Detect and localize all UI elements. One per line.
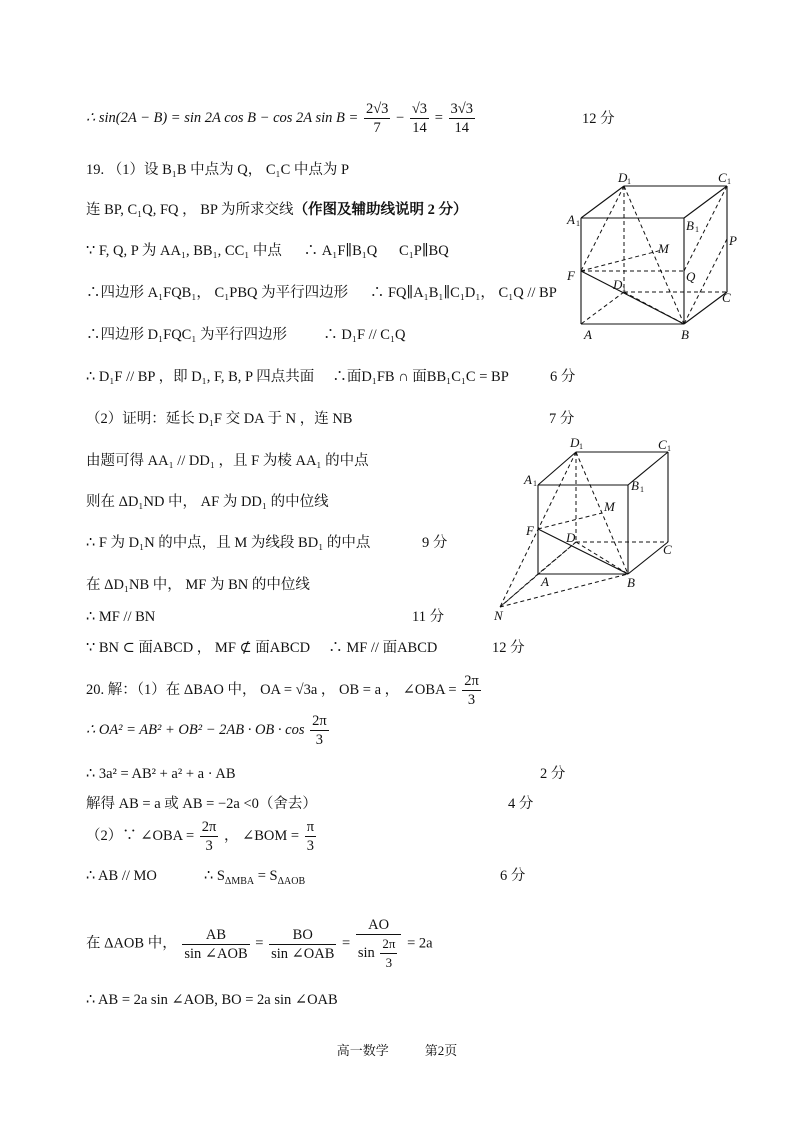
q20-p5: （2）∵ ∠OBA = $\frac{2\pi}{3}$ ， ∠BOM = $\frac{\pi}{3}$ <box>86 819 315 854</box>
fraction-3sqrt3-over-14: $\frac{3√3}{14}$ <box>450 101 473 136</box>
label-A1: A <box>524 472 532 487</box>
label-M: M <box>604 499 615 514</box>
score-6-b: 6 分 <box>500 868 526 884</box>
q19-p2: 连 BP, C₁Q, FQ ， BP 为所求交线（作图及辅助线说明 2 分） <box>86 202 468 218</box>
label-B: B <box>627 575 635 590</box>
q19-p6: ∴ D₁F // BP ，即 D₁, F, B, P 四点共面 ∴面D₁FB ∩ 面BB₁C₁C = BP <box>86 369 509 385</box>
label-A: A <box>541 574 549 589</box>
label-N: N <box>494 608 503 622</box>
label-C: C <box>722 290 731 305</box>
q20-p7: 在 ΔAOB 中， $\frac{AB}{\text{sin ∠AOB}}$ = $\frac{BO}{\text{sin ∠OAB}}$ = AO sin $\frac{2\pi}{3}$ = 2a <box>86 917 433 970</box>
score-12-b: 12 分 <box>492 640 525 656</box>
footer-page-number: 第2页 <box>424 1043 458 1058</box>
page-footer <box>0 1040 794 1059</box>
label-Q: Q <box>686 269 696 284</box>
q20-p4: 解得 AB = a 或 AB = −2a <0（舍去） <box>86 796 317 812</box>
label-F: F <box>567 268 575 283</box>
label-F: F <box>526 523 534 538</box>
svg-text:1: 1 <box>533 479 537 488</box>
svg-text:1: 1 <box>640 485 644 494</box>
label-C: C <box>663 542 672 557</box>
label-A: A <box>584 327 592 342</box>
fraction-pi-over-3: $\frac{\pi}{3}$ <box>306 819 315 854</box>
q20-p6: ∴ AB // MO ∴ $S_{\Delta MBA} = S_{\Delta AOB}$ <box>86 868 306 887</box>
score-6: 6 分 <box>550 369 576 385</box>
fraction-2pi-over-3-b: $\frac{2\pi}{3}$ <box>201 819 217 854</box>
fraction-ab-sin-aob: $\frac{AB}{\text{sin ∠AOB}}$ <box>184 926 248 962</box>
score-7: 7 分 <box>549 411 575 427</box>
label-M: M <box>658 241 669 256</box>
label-A1: A <box>567 212 575 227</box>
label-B1: B <box>631 478 639 493</box>
footer-subject: 高一数学 <box>336 1043 389 1058</box>
svg-text:1: 1 <box>627 177 631 186</box>
score-2: 2 分 <box>540 766 566 782</box>
fraction-2sqrt3-over-7: $\frac{2√3}{7}$ <box>365 101 389 136</box>
label-B: B <box>681 327 689 342</box>
fraction-2pi-over-3: $\frac{2\pi}{3}$ <box>464 673 479 708</box>
q19-p8: 由题可得 AA₁ // DD₁ ，且 F 为棱 AA₁ 的中点 <box>86 453 369 469</box>
cube-figure-1 <box>562 168 752 348</box>
label-C1: C <box>658 437 667 452</box>
svg-text:1: 1 <box>579 442 583 451</box>
svg-text:1: 1 <box>667 444 671 453</box>
fraction-sqrt3-over-14: $\frac{√3}{14}$ <box>411 101 428 136</box>
q19-p11: 在 ΔD₁NB 中， MF 为 BN 的中位线 <box>86 577 310 593</box>
q19-p5: ∴四边形 D₁FQC₁ 为平行四边形 ∴ D₁F // C₁Q <box>86 327 406 343</box>
score-12: 12 分 <box>582 111 615 127</box>
cube-figure-2 <box>486 432 686 622</box>
label-D: D <box>613 277 623 292</box>
label-D: D <box>566 530 576 545</box>
score-9: 9 分 <box>422 535 448 551</box>
label-C1: C <box>718 170 727 185</box>
sin-expansion-text: ∴ sin(2A − B) = sin 2A cos B − cos 2A sin B = <box>86 109 359 126</box>
svg-text:1: 1 <box>576 219 580 228</box>
q20-p3: ∴ 3a² = AB² + a² + a · AB <box>86 766 236 782</box>
sin-2a-minus-b-line: ∴ sin(2A − B) = sin 2A cos B − cos 2A sin B = $\frac{2√3}{7}$ − $\frac{√3}{14}$ = $\frac{3√3}{14}$ <box>86 101 473 136</box>
fraction-2pi-over-3-cos: $\frac{2\pi}{3}$ <box>312 713 327 748</box>
q19-p9: 则在 ΔD₁ND 中， AF 为 DD₁ 的中位线 <box>86 494 329 510</box>
q20-p8: ∴ AB = 2a sin ∠AOB, BO = 2a sin ∠OAB <box>86 992 338 1008</box>
svg-text:1: 1 <box>727 177 731 186</box>
q19-p1: 19. （1）设 B₁B 中点为 Q， C₁C 中点为 P <box>86 162 350 178</box>
label-D1: D <box>618 170 628 185</box>
label-D1: D <box>570 435 580 450</box>
q19-p12: ∴ MF // BN <box>86 609 156 625</box>
fraction-ao-sin-2pi3: AO sin $\frac{2\pi}{3}$ <box>356 916 402 972</box>
q20-p2: ∴ OA² = AB² + OB² − 2AB · OB · cos $\frac{2\pi}{3}$ <box>86 713 327 748</box>
fraction-bo-sin-oab: $\frac{BO}{\text{sin ∠OAB}}$ <box>271 926 335 962</box>
score-4: 4 分 <box>508 796 534 812</box>
svg-text:1: 1 <box>695 225 699 234</box>
q19-p13: ∵ BN ⊂ 面ABCD ， MF ⊄ 面ABCD ∴ MF // 面ABCD <box>86 640 438 656</box>
q19-p4: ∴四边形 A₁FQB₁， C₁PBQ 为平行四边形 ∴ FQ∥A₁B₁∥C₁D₁， C₁Q // BP <box>86 285 557 301</box>
score-11: 11 分 <box>412 609 445 625</box>
q19-p7: （2）证明：延长 D₁F 交 DA 于 N ，连 NB <box>86 411 353 427</box>
label-B1: B <box>686 218 694 233</box>
q19-p3: ∵ F, Q, P 为 AA₁, BB₁, CC₁ 中点 ∴ A₁F∥B₁Q C₁P∥BQ <box>86 243 449 259</box>
svg-text:1: 1 <box>622 284 626 293</box>
q19-p10: ∴ F 为 D₁N 的中点，且 M 为线段 BD₁ 的中点 <box>86 535 371 551</box>
label-P: P <box>729 233 737 248</box>
q20-p1: 20. 解：（1）在 ΔBAO 中， OA = √3a ， OB = a ， ∠OBA = $\frac{2\pi}{3}$ <box>86 673 479 708</box>
